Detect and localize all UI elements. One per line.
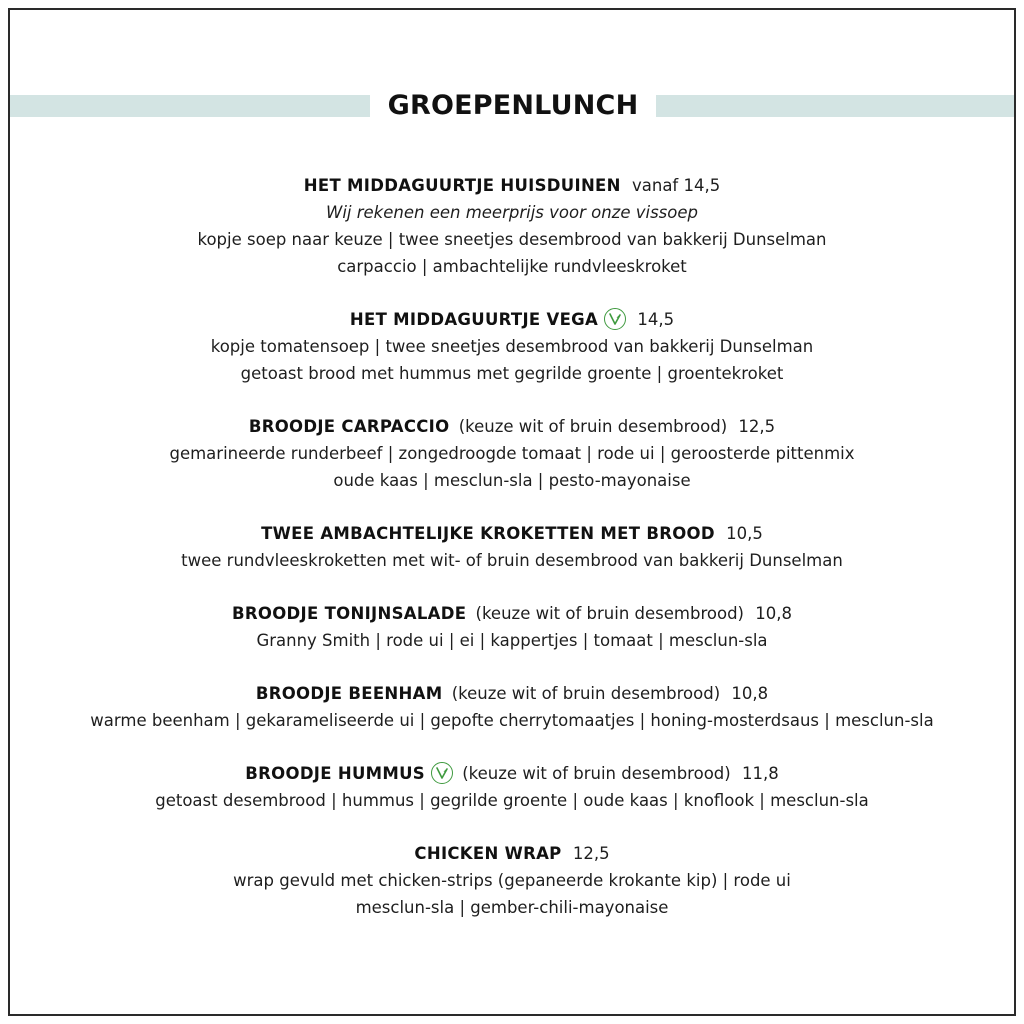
menu-item-description: carpaccio | ambachtelijke rundvleeskroket [337, 257, 687, 276]
menu-item-bread-choice: (keuze wit of bruin desembrood) [475, 604, 744, 623]
menu-item-header [10, 306, 1014, 333]
menu-item-bread-choice: (keuze wit of bruin desembrood) [458, 417, 728, 436]
menu-item-note: Wij rekenen een meerprijs voor onze vissoep [326, 203, 698, 222]
menu-item-price: 11,8 [741, 764, 779, 783]
menu-item-description: oude kaas | mesclun-sla | pesto-mayonaise [333, 471, 691, 490]
menu-item-description: mesclun-sla | gember-chili-mayonaise [355, 898, 669, 917]
menu-item-price: 12,5 [738, 417, 776, 436]
menu-item-price: 14,5 [637, 310, 675, 329]
menu-item-name: HET MIDDAGUURTJE VEGA [349, 310, 599, 329]
menu-item-header [10, 840, 1014, 867]
menu-item-name: BROODJE TONIJNSALADE [232, 604, 467, 623]
menu-item-description: twee rundvleeskroketten met wit- of bruin desembrood van bakkerij Dunselman [181, 551, 843, 570]
menu-item-bread-choice: (keuze wit of bruin desembrood) [462, 764, 731, 783]
menu-item-header [10, 413, 1014, 440]
menu-item-price: 10,8 [731, 684, 769, 703]
menu-item-header [10, 760, 1014, 787]
menu-item [10, 680, 1014, 734]
menu-item [10, 600, 1014, 654]
menu-item-description: wrap gevuld met chicken-strips (gepaneerde krokante kip) | rode ui [233, 871, 791, 890]
title-band [10, 90, 1014, 121]
menu-item-name: BROODJE CARPACCIO [248, 417, 450, 436]
menu-item [10, 520, 1014, 574]
menu-item-name: TWEE AMBACHTELIJKE KROKETTEN MET BROOD [261, 524, 715, 543]
menu-item-description: getoast brood met hummus met gegrilde groente | groentekroket [240, 364, 784, 383]
page-title: GROEPENLUNCH [387, 90, 639, 121]
menu-item-description: warme beenham | gekarameliseerde ui | gepofte cherrytomaatjes | honing-mosterdsaus | mesclun-sla [90, 711, 934, 730]
vegetarian-leaf-icon [604, 308, 626, 330]
menu-item-description: Granny Smith | rode ui | ei | kappertjes | tomaat | mesclun-sla [256, 631, 768, 650]
menu-item-description: kopje soep naar keuze | twee sneetjes desembrood van bakkerij Dunselman [197, 230, 827, 249]
menu-item-header [10, 520, 1014, 547]
menu-list [10, 172, 1014, 947]
vegetarian-leaf-icon [431, 762, 453, 784]
menu-item-description: gemarineerde runderbeef | zongedroogde tomaat | rode ui | geroosterde pittenmix [169, 444, 855, 463]
menu-item-header [10, 600, 1014, 627]
menu-item-name: CHICKEN WRAP [414, 844, 562, 863]
menu-item-header [10, 680, 1014, 707]
menu-item-price: 10,8 [755, 604, 792, 623]
menu-item [10, 760, 1014, 814]
menu-item-name: BROODJE HUMMUS [245, 764, 425, 783]
title-band-right [656, 95, 1014, 117]
menu-item-header [10, 172, 1014, 199]
menu-item-price: vanaf 14,5 [631, 176, 721, 195]
menu-item-name: HET MIDDAGUURTJE HUISDUINEN [303, 176, 621, 195]
menu-item-description: getoast desembrood | hummus | gegrilde groente | oude kaas | knoflook | mesclun-sla [155, 791, 869, 810]
menu-item [10, 840, 1014, 921]
title-band-left [10, 95, 370, 117]
menu-item-bread-choice: (keuze wit of bruin desembrood) [451, 684, 721, 703]
menu-item-name: BROODJE BEENHAM [255, 684, 443, 703]
menu-item [10, 306, 1014, 387]
menu-item [10, 413, 1014, 494]
menu-item [10, 172, 1014, 280]
menu-item-price: 10,5 [726, 524, 763, 543]
menu-item-description: kopje tomatensoep | twee sneetjes desembrood van bakkerij Dunselman [210, 337, 814, 356]
menu-item-price: 12,5 [572, 844, 610, 863]
